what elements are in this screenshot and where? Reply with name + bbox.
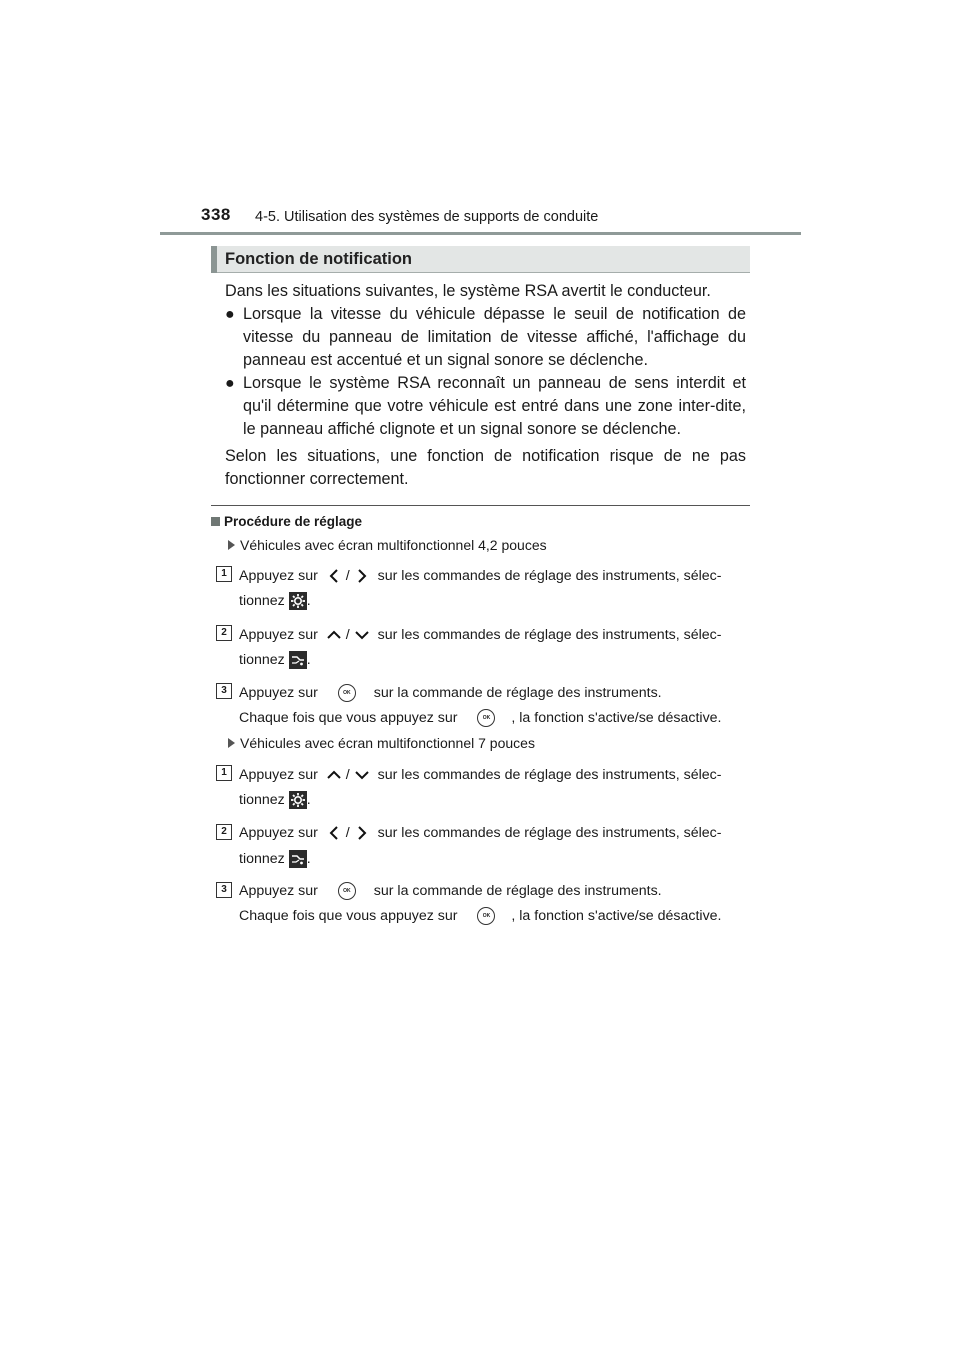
step-text	[239, 825, 721, 841]
settings-gear-icon	[289, 791, 307, 809]
step-text	[239, 767, 721, 783]
section-title: Fonction de notification	[225, 250, 412, 268]
step-pre: Appuyez sur	[239, 825, 318, 841]
step-cont-text: Chaque fois que vous appuyez sur	[239, 709, 458, 726]
step-text	[239, 684, 662, 702]
procedure-heading-text: Procédure de réglage	[224, 514, 363, 529]
step-pre: Appuyez sur	[239, 684, 318, 701]
chevron-down-icon	[354, 627, 370, 643]
ok-button-icon: OK	[477, 907, 495, 925]
step-cont-text: Chaque fois que vous appuyez sur	[239, 907, 458, 924]
vehicle-condition	[228, 537, 547, 553]
vehicle-condition-text: Véhicules avec écran multifonctionnel 7 pouces	[240, 735, 535, 751]
page-number: 338	[201, 205, 231, 224]
step-separator: /	[345, 627, 350, 643]
step-text	[239, 568, 721, 584]
step-post: sur la commande de réglage des instruments.	[373, 684, 662, 701]
step-pre: Appuyez sur	[239, 882, 318, 899]
step-end: , la fonction s'active/se désactive.	[511, 709, 722, 726]
step-separator: /	[345, 568, 350, 584]
chevron-left-icon	[326, 825, 342, 841]
road-sign-assist-icon	[289, 651, 307, 669]
step-end: .	[306, 592, 311, 609]
step-number: 3	[216, 882, 232, 898]
note-text: Selon les situations, une fonction de notification risque de ne pas fonctionner correctement.	[225, 447, 746, 488]
step-number: 2	[216, 625, 232, 641]
step-continuation	[239, 651, 311, 669]
intro-text: Dans les situations suivantes, le système RSA avertit le conducteur.	[225, 282, 711, 300]
chevron-left-icon	[326, 568, 342, 584]
step-post: sur les commandes de réglage des instruments, sélec-	[377, 767, 722, 783]
step-continuation	[239, 791, 311, 809]
step-number: 1	[216, 765, 232, 781]
step-post: sur la commande de réglage des instruments.	[373, 882, 662, 899]
ok-button-icon: OK	[338, 684, 356, 702]
step-pre: Appuyez sur	[239, 568, 318, 584]
chevron-up-icon	[326, 627, 342, 643]
bullet-icon: ●	[225, 375, 235, 392]
section-title-bar	[211, 246, 750, 273]
step-end: .	[306, 651, 311, 668]
step-cont-text: tionnez	[239, 791, 285, 808]
header-rule	[160, 232, 801, 235]
chevron-right-icon	[354, 825, 370, 841]
ok-button-icon: OK	[338, 882, 356, 900]
step-continuation	[239, 850, 311, 868]
vehicle-condition	[228, 735, 535, 751]
step-pre: Appuyez sur	[239, 767, 318, 783]
road-sign-assist-icon	[289, 850, 307, 868]
step-text	[239, 627, 721, 643]
settings-gear-icon	[289, 592, 307, 610]
step-number: 3	[216, 683, 232, 699]
step-end: .	[306, 850, 311, 867]
step-pre: Appuyez sur	[239, 627, 318, 643]
step-continuation	[239, 592, 311, 610]
bullet-text: Lorsque la vitesse du véhicule dépasse le seuil de notification de vitesse du panneau de limitation de vitesse affiché, l'affichage du panneau est accentué et un signal sonore se déclenche.	[243, 305, 746, 369]
procedure-heading	[211, 514, 362, 529]
step-post: sur les commandes de réglage des instruments, sélec-	[377, 825, 722, 841]
step-cont-text: tionnez	[239, 850, 285, 867]
square-bullet-icon	[211, 517, 220, 526]
bullet-icon: ●	[225, 306, 235, 323]
chevron-up-icon	[326, 767, 342, 783]
chapter-title: 4-5. Utilisation des systèmes de supports de conduite	[255, 209, 599, 225]
chevron-right-icon	[354, 568, 370, 584]
bullet-text: Lorsque le système RSA reconnaît un panneau de sens interdit et qu'il détermine que votre véhicule est entré dans une zone inter-dite, le panneau affiché clignote et un signal sonore se déclenche.	[243, 374, 746, 438]
step-cont-text: tionnez	[239, 592, 285, 609]
ok-button-icon: OK	[477, 709, 495, 727]
step-text	[239, 882, 662, 900]
chevron-down-icon	[354, 767, 370, 783]
step-number: 1	[216, 566, 232, 582]
step-post: sur les commandes de réglage des instruments, sélec-	[377, 627, 722, 643]
step-cont-text: tionnez	[239, 651, 285, 668]
triangle-bullet-icon	[228, 540, 235, 550]
divider	[211, 505, 750, 506]
step-end: , la fonction s'active/se désactive.	[511, 907, 722, 924]
step-continuation	[239, 709, 722, 727]
step-continuation	[239, 907, 722, 925]
step-separator: /	[345, 825, 350, 841]
step-post: sur les commandes de réglage des instruments, sélec-	[377, 568, 722, 584]
triangle-bullet-icon	[228, 738, 235, 748]
vehicle-condition-text: Véhicules avec écran multifonctionnel 4,2 pouces	[240, 537, 547, 553]
step-number: 2	[216, 824, 232, 840]
step-end: .	[306, 791, 311, 808]
section-accent	[211, 246, 217, 273]
step-separator: /	[345, 767, 350, 783]
